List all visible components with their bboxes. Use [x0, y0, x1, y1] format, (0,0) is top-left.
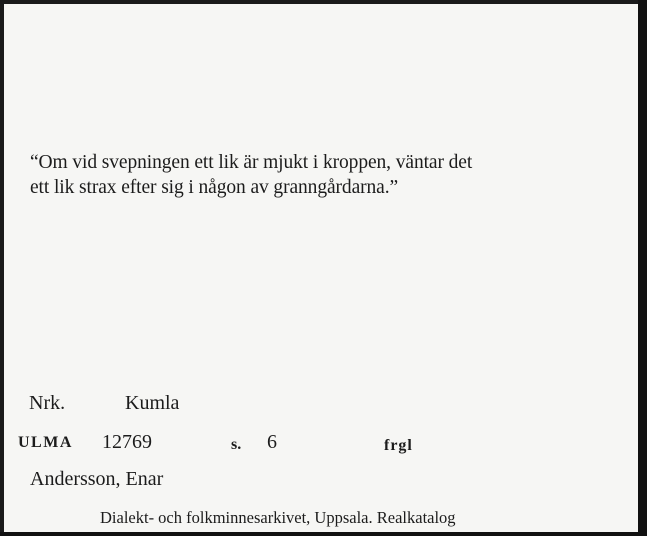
scan-edge-bottom	[0, 532, 647, 536]
page-number: 6	[267, 431, 277, 453]
catalog-card	[4, 4, 638, 532]
quote-line-1: “Om vid svepningen ett lik är mjukt i kroppen, väntar det	[30, 152, 473, 173]
page-label: s.	[231, 436, 242, 453]
place-name: Kumla	[125, 392, 180, 414]
footer-archive-line: Dialekt- och folkminnesarkivet, Uppsala. Realkatalog	[100, 508, 456, 527]
scan-edge-right	[638, 0, 647, 536]
quote-text	[30, 150, 620, 200]
type-code: frgl	[384, 437, 413, 454]
nrk-label: Nrk.	[29, 392, 66, 414]
quote-line-2: ett lik strax efter sig i någon av granngårdarna.”	[30, 177, 399, 198]
informant-name: Andersson, Enar	[30, 468, 164, 490]
archive-code: ULMA	[18, 434, 73, 451]
record-number: 12769	[102, 431, 152, 453]
